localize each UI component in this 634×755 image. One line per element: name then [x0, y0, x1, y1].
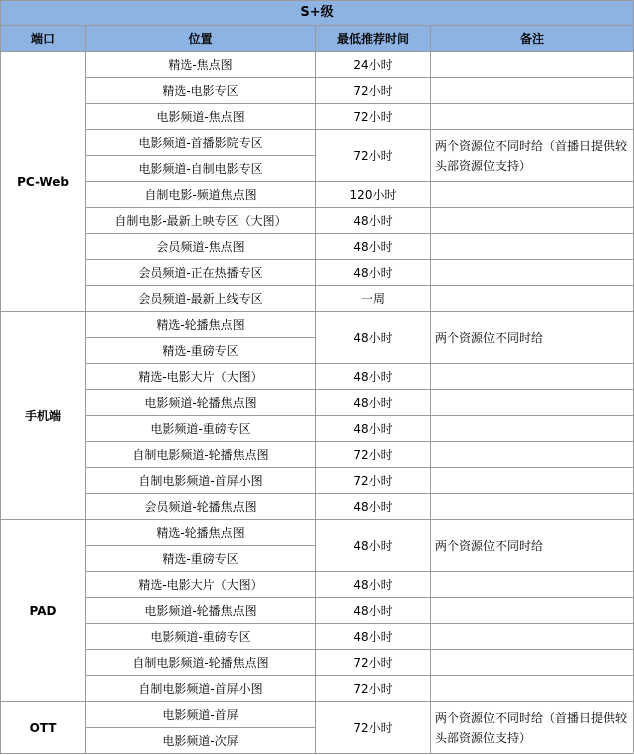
position-cell: 自制电影-最新上映专区（大图）	[86, 208, 316, 234]
time-cell: 120小时	[316, 182, 431, 208]
table-row	[1, 234, 634, 260]
position-cell: 自制电影-频道焦点图	[86, 182, 316, 208]
position-cell: 自制电影频道-首屏小图	[86, 468, 316, 494]
table-row	[1, 182, 634, 208]
note-cell	[431, 468, 634, 494]
time-cell: 一周	[316, 286, 431, 312]
note-cell	[431, 650, 634, 676]
time-cell: 72小时	[316, 104, 431, 130]
table-row	[1, 520, 634, 546]
position-cell: 精选-电影大片（大图）	[86, 572, 316, 598]
note-cell	[431, 572, 634, 598]
table-row	[1, 208, 634, 234]
table-row	[1, 78, 634, 104]
table-row	[1, 104, 634, 130]
table-row	[1, 130, 634, 156]
table-row	[1, 702, 634, 728]
time-cell: 48小时	[316, 624, 431, 650]
table-row	[1, 52, 634, 78]
note-cell	[431, 416, 634, 442]
position-cell: 自制电影频道-首屏小图	[86, 676, 316, 702]
title-row	[1, 1, 634, 26]
position-cell: 精选-重磅专区	[86, 546, 316, 572]
position-cell: 电影频道-首屏	[86, 702, 316, 728]
port-cell-mobile: 手机端	[1, 312, 86, 520]
table-row	[1, 364, 634, 390]
note-cell	[431, 364, 634, 390]
position-cell: 精选-轮播焦点图	[86, 312, 316, 338]
table-row	[1, 650, 634, 676]
port-cell-pc-web: PC-Web	[1, 52, 86, 312]
note-cell	[431, 182, 634, 208]
position-cell: 自制电影频道-轮播焦点图	[86, 442, 316, 468]
position-cell: 会员频道-轮播焦点图	[86, 494, 316, 520]
position-cell: 电影频道-焦点图	[86, 104, 316, 130]
time-cell: 48小时	[316, 494, 431, 520]
position-cell: 电影频道-次屏	[86, 728, 316, 754]
table-row	[1, 416, 634, 442]
time-cell: 48小时	[316, 572, 431, 598]
table-row	[1, 468, 634, 494]
note-cell	[431, 104, 634, 130]
note-cell	[431, 260, 634, 286]
header-row	[1, 26, 634, 52]
time-cell: 72小时	[316, 78, 431, 104]
time-cell: 48小时	[316, 598, 431, 624]
position-cell: 会员频道-最新上线专区	[86, 286, 316, 312]
time-cell: 48小时	[316, 520, 431, 572]
note-cell	[431, 676, 634, 702]
time-cell: 72小时	[316, 468, 431, 494]
time-cell: 48小时	[316, 208, 431, 234]
time-cell: 48小时	[316, 364, 431, 390]
position-cell: 精选-电影专区	[86, 78, 316, 104]
position-cell: 电影频道-首播影院专区	[86, 130, 316, 156]
time-cell: 72小时	[316, 442, 431, 468]
note-cell	[431, 78, 634, 104]
table-row	[1, 260, 634, 286]
time-cell: 24小时	[316, 52, 431, 78]
position-cell: 电影频道-自制电影专区	[86, 156, 316, 182]
table-row	[1, 390, 634, 416]
note-cell	[431, 208, 634, 234]
table-row	[1, 312, 634, 338]
table-row	[1, 286, 634, 312]
time-cell: 72小时	[316, 676, 431, 702]
note-cell	[431, 390, 634, 416]
table-row	[1, 624, 634, 650]
position-cell: 自制电影频道-轮播焦点图	[86, 650, 316, 676]
position-cell: 电影频道-重磅专区	[86, 416, 316, 442]
note-cell	[431, 286, 634, 312]
position-cell: 精选-轮播焦点图	[86, 520, 316, 546]
table-row	[1, 442, 634, 468]
position-cell: 会员频道-正在热播专区	[86, 260, 316, 286]
position-cell: 精选-焦点图	[86, 52, 316, 78]
note-cell: 两个资源位不同时给（首播日提供较头部资源位支持）	[431, 130, 634, 182]
header-position: 位置	[86, 26, 316, 52]
note-cell	[431, 624, 634, 650]
time-cell: 48小时	[316, 312, 431, 364]
table-row	[1, 572, 634, 598]
note-cell: 两个资源位不同时给（首播日提供较头部资源位支持）	[431, 702, 634, 754]
position-cell: 精选-重磅专区	[86, 338, 316, 364]
header-time: 最低推荐时间	[316, 26, 431, 52]
note-cell	[431, 494, 634, 520]
time-cell: 48小时	[316, 390, 431, 416]
position-cell: 精选-电影大片（大图）	[86, 364, 316, 390]
header-note: 备注	[431, 26, 634, 52]
table-title: S+级	[1, 1, 634, 26]
note-cell	[431, 598, 634, 624]
note-cell: 两个资源位不同时给	[431, 520, 634, 572]
table-row	[1, 494, 634, 520]
time-cell: 48小时	[316, 416, 431, 442]
note-cell: 两个资源位不同时给	[431, 312, 634, 364]
table-row	[1, 676, 634, 702]
port-cell-pad: PAD	[1, 520, 86, 702]
time-cell: 48小时	[316, 260, 431, 286]
header-port: 端口	[1, 26, 86, 52]
time-cell: 48小时	[316, 234, 431, 260]
note-cell	[431, 52, 634, 78]
time-cell: 72小时	[316, 130, 431, 182]
time-cell: 72小时	[316, 650, 431, 676]
position-cell: 会员频道-焦点图	[86, 234, 316, 260]
note-cell	[431, 442, 634, 468]
position-cell: 电影频道-轮播焦点图	[86, 598, 316, 624]
table-row	[1, 598, 634, 624]
time-cell: 72小时	[316, 702, 431, 754]
port-cell-ott: OTT	[1, 702, 86, 754]
note-cell	[431, 234, 634, 260]
position-cell: 电影频道-轮播焦点图	[86, 390, 316, 416]
position-cell: 电影频道-重磅专区	[86, 624, 316, 650]
